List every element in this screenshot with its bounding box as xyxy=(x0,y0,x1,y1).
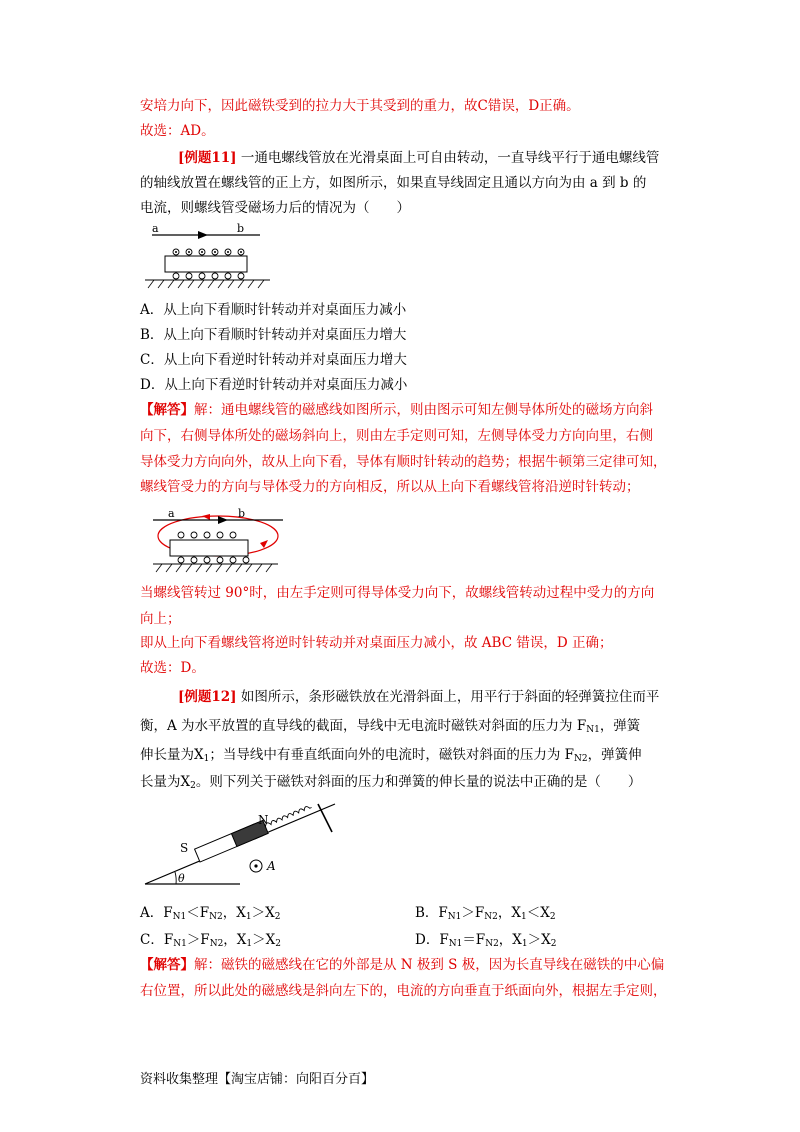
label-a: a xyxy=(152,222,159,235)
answer-text: 即从上向下看螺线管将逆时针转动并对桌面压力减小，故 ABC 错误，D 正确； xyxy=(140,635,613,651)
label-a-wire: A xyxy=(267,859,276,873)
solenoid-body xyxy=(165,256,247,272)
magnet-incline-figure xyxy=(140,800,350,890)
answer-text: 右位置，所以此处的磁感线是斜向左下的，电流的方向垂直于纸面向外，根据左手定则， xyxy=(140,983,667,999)
answer-line xyxy=(140,955,664,975)
example-11-tag: [例题11] xyxy=(178,150,237,166)
answer-text: 向下，右侧导体所处的磁场斜向上，则由左手定则可知，左侧导体受力方向向里，右侧 xyxy=(140,428,653,444)
label-s: S xyxy=(180,841,189,855)
solenoid-figure xyxy=(140,222,280,290)
answer-text: 当螺线管转过 90°时，由左手定则可得导体受力向下，故螺线管转动过程中受力的方向 xyxy=(140,585,655,601)
answer-text: 螺线管受力的方向与导体受力的方向相反，所以从上向下看螺线管将沿逆时针转动； xyxy=(140,479,640,495)
option-b: B．从上向下看顺时针转动并对桌面压力增大 xyxy=(140,327,407,343)
option-c: C．从上向下看逆时针转动并对桌面压力增大 xyxy=(140,352,407,368)
answer-tag: 【解答】 xyxy=(140,402,194,418)
question-text: 一通电螺线管放在光滑桌面上可自由转动，一直导线平行于通电螺线管 xyxy=(240,150,660,166)
answer-text: 解：磁铁的磁感线在它的外部是从 N 极到 S 极，因为长直导线在磁铁的中心偏 xyxy=(194,957,665,973)
option-a: A．从上向下看顺时针转动并对桌面压力减小 xyxy=(140,302,407,318)
question-text: 如图所示，条形磁铁放在光滑斜面上，用平行于斜面的轻弹簧拉住而平 xyxy=(240,689,660,705)
answer-text: 向上； xyxy=(140,611,181,627)
option-b: B．$F_{N1}>F_{N2}$，$X_1<X_2$ xyxy=(415,905,556,922)
example-12-tag: [例题12] xyxy=(178,689,237,705)
footer-text: 资料收集整理【淘宝店铺：向阳百分百】 xyxy=(140,1072,375,1087)
question-text: 电流，则螺线管受磁场力后的情况为（ ） xyxy=(140,200,410,216)
option-a: A．$F_{N1}<F_{N2}$，$X_1>X_2$ xyxy=(140,905,281,922)
answer-text: 导体受力方向向外，故从上向下看，导体有顺时针转动的趋势；根据牛顿第三定律可知， xyxy=(140,454,667,470)
answer-tag: 【解答】 xyxy=(140,957,194,973)
label-n: N xyxy=(258,813,269,827)
text-line: 故选：AD。 xyxy=(140,123,215,139)
question-12-line xyxy=(178,687,659,707)
question-text: 的轴线放置在螺线管的正上方，如图所示，如果直导线固定且通以方向为由 a 到 b 的 xyxy=(140,175,647,191)
answer-text: 故选：D。 xyxy=(140,660,205,676)
option-d: D．$F_{N1}=F_{N2}$，$X_1>X_2$ xyxy=(415,932,557,949)
table-hatch xyxy=(148,280,264,288)
question-text: 长量为$X_2$。则下列关于磁铁对斜面的压力和弹簧的伸长量的说法中正确的是（ ） xyxy=(140,774,642,791)
label-b: b xyxy=(237,222,245,235)
solenoid-field-figure xyxy=(148,502,288,576)
option-c: C．$F_{N1}>F_{N2}$，$X_1>X_2$ xyxy=(140,932,282,949)
angle-theta: θ xyxy=(178,872,185,885)
coil-top-dots xyxy=(173,249,244,255)
question-text: 伸长量为$X_1$；当导线中有垂直纸面向外的电流时，磁铁对斜面的压力为 $F_{N2}$，弹簧伸 xyxy=(140,747,642,764)
label-b: b xyxy=(238,507,246,520)
answer-line xyxy=(140,400,653,420)
text-line: 安培力向下，因此磁铁受到的拉力大于其受到的重力，故C错误，D正确。 xyxy=(140,98,580,114)
label-a: a xyxy=(168,507,175,520)
question-11-line xyxy=(178,148,659,168)
option-d: D．从上向下看逆时针转动并对桌面压力减小 xyxy=(140,377,408,393)
question-text: 衡，A 为水平放置的直导线的截面，导线中无电流时磁铁对斜面的压力为 $F_{N1}$，弹簧 xyxy=(140,718,641,735)
coil-bottom-dots xyxy=(173,273,244,279)
solenoid-body xyxy=(170,540,248,556)
answer-text: 解：通电螺线管的磁感线如图所示，则由图示可知左侧导体所处的磁场方向斜 xyxy=(194,402,653,418)
